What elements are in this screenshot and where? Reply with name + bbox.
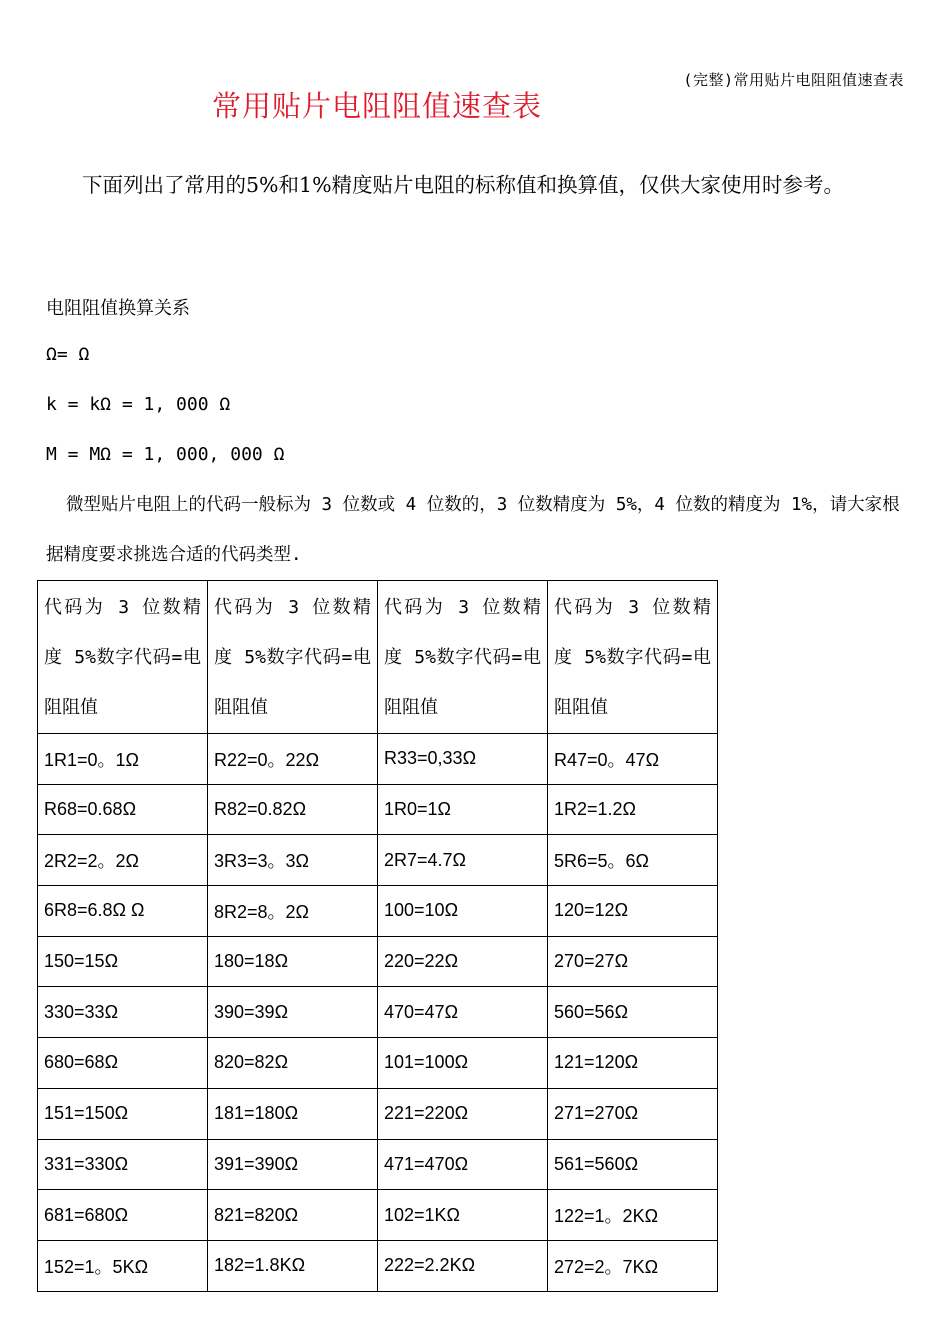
- table-cell: 1R0=1Ω: [378, 784, 548, 835]
- table-cell: 681=680Ω: [38, 1190, 208, 1241]
- table-row: [38, 886, 718, 937]
- table-cell: 1R1=0。1Ω: [38, 734, 208, 785]
- conversion-heading: 电阻阻值换算关系: [46, 298, 190, 319]
- table-cell: R33=0,33Ω: [378, 734, 548, 785]
- table-cell: 221=220Ω: [378, 1088, 548, 1139]
- table-cell: 151=150Ω: [38, 1088, 208, 1139]
- table-cell: 182=1.8KΩ: [208, 1240, 378, 1291]
- code-description-paragraph: 微型贴片电阻上的代码一般标为 3 位数或 4 位数的，3 位数精度为 5%，4 位数的精度为 1%，请大家根据精度要求挑选合适的代码类型.: [46, 495, 900, 565]
- table-header-row: [38, 581, 718, 734]
- table-cell: 471=470Ω: [378, 1139, 548, 1190]
- table-cell: 270=27Ω: [548, 936, 718, 987]
- intro-paragraph: 下面列出了常用的5%和1%精度贴片电阻的标称值和换算值，仅供大家使用时参考。: [82, 173, 845, 197]
- column-header: 代码为 3 位数精度 5%数字代码=电阻阻值: [378, 581, 548, 734]
- table-cell: 220=22Ω: [378, 936, 548, 987]
- running-header: (完整)常用贴片电阻阻值速查表: [683, 71, 904, 89]
- table-cell: 102=1KΩ: [378, 1190, 548, 1241]
- table-cell: 222=2.2KΩ: [378, 1240, 548, 1291]
- resistor-code-table: [37, 580, 718, 1292]
- table-cell: 820=82Ω: [208, 1038, 378, 1089]
- table-cell: 6R8=6.8Ω Ω: [38, 886, 208, 937]
- document-title: 常用贴片电阻阻值速查表: [212, 89, 543, 123]
- table-cell: R47=0。47Ω: [548, 734, 718, 785]
- table-row: [38, 987, 718, 1038]
- table-row: [38, 734, 718, 785]
- table-cell: 2R7=4.7Ω: [378, 835, 548, 886]
- table-cell: 470=47Ω: [378, 987, 548, 1038]
- table-row: [38, 1088, 718, 1139]
- table-row: [38, 784, 718, 835]
- table-cell: 150=15Ω: [38, 936, 208, 987]
- table-cell: 100=10Ω: [378, 886, 548, 937]
- column-header: 代码为 3 位数精度 5%数字代码=电阻阻值: [208, 581, 378, 734]
- table-cell: 181=180Ω: [208, 1088, 378, 1139]
- conversion-mega: M = MΩ = 1, 000, 000 Ω: [46, 444, 285, 465]
- table-cell: 1R2=1.2Ω: [548, 784, 718, 835]
- table-cell: 5R6=5。6Ω: [548, 835, 718, 886]
- table-cell: 271=270Ω: [548, 1088, 718, 1139]
- table-cell: 3R3=3。3Ω: [208, 835, 378, 886]
- column-header: 代码为 3 位数精度 5%数字代码=电阻阻值: [548, 581, 718, 734]
- table-row: [38, 1139, 718, 1190]
- table-cell: 272=2。7KΩ: [548, 1240, 718, 1291]
- table-cell: 120=12Ω: [548, 886, 718, 937]
- table-row: [38, 936, 718, 987]
- table-cell: R68=0.68Ω: [38, 784, 208, 835]
- table-row: [38, 835, 718, 886]
- table-cell: 561=560Ω: [548, 1139, 718, 1190]
- column-header: 代码为 3 位数精度 5%数字代码=电阻阻值: [38, 581, 208, 734]
- table-cell: 821=820Ω: [208, 1190, 378, 1241]
- table-cell: R22=0。22Ω: [208, 734, 378, 785]
- table-cell: R82=0.82Ω: [208, 784, 378, 835]
- table-row: [38, 1038, 718, 1089]
- table-cell: 121=120Ω: [548, 1038, 718, 1089]
- table-cell: 8R2=8。2Ω: [208, 886, 378, 937]
- table-cell: 101=100Ω: [378, 1038, 548, 1089]
- table-cell: 122=1。2KΩ: [548, 1190, 718, 1241]
- conversion-kilo: k = kΩ = 1, 000 Ω: [46, 394, 231, 415]
- table-cell: 2R2=2。2Ω: [38, 835, 208, 886]
- table-cell: 180=18Ω: [208, 936, 378, 987]
- conversion-ohm: Ω= Ω: [46, 344, 90, 365]
- table-cell: 152=1。5KΩ: [38, 1240, 208, 1291]
- table-cell: 330=33Ω: [38, 987, 208, 1038]
- table-cell: 560=56Ω: [548, 987, 718, 1038]
- table-cell: 680=68Ω: [38, 1038, 208, 1089]
- table-cell: 331=330Ω: [38, 1139, 208, 1190]
- table-cell: 390=39Ω: [208, 987, 378, 1038]
- table-row: [38, 1240, 718, 1291]
- table-row: [38, 1190, 718, 1241]
- table-cell: 391=390Ω: [208, 1139, 378, 1190]
